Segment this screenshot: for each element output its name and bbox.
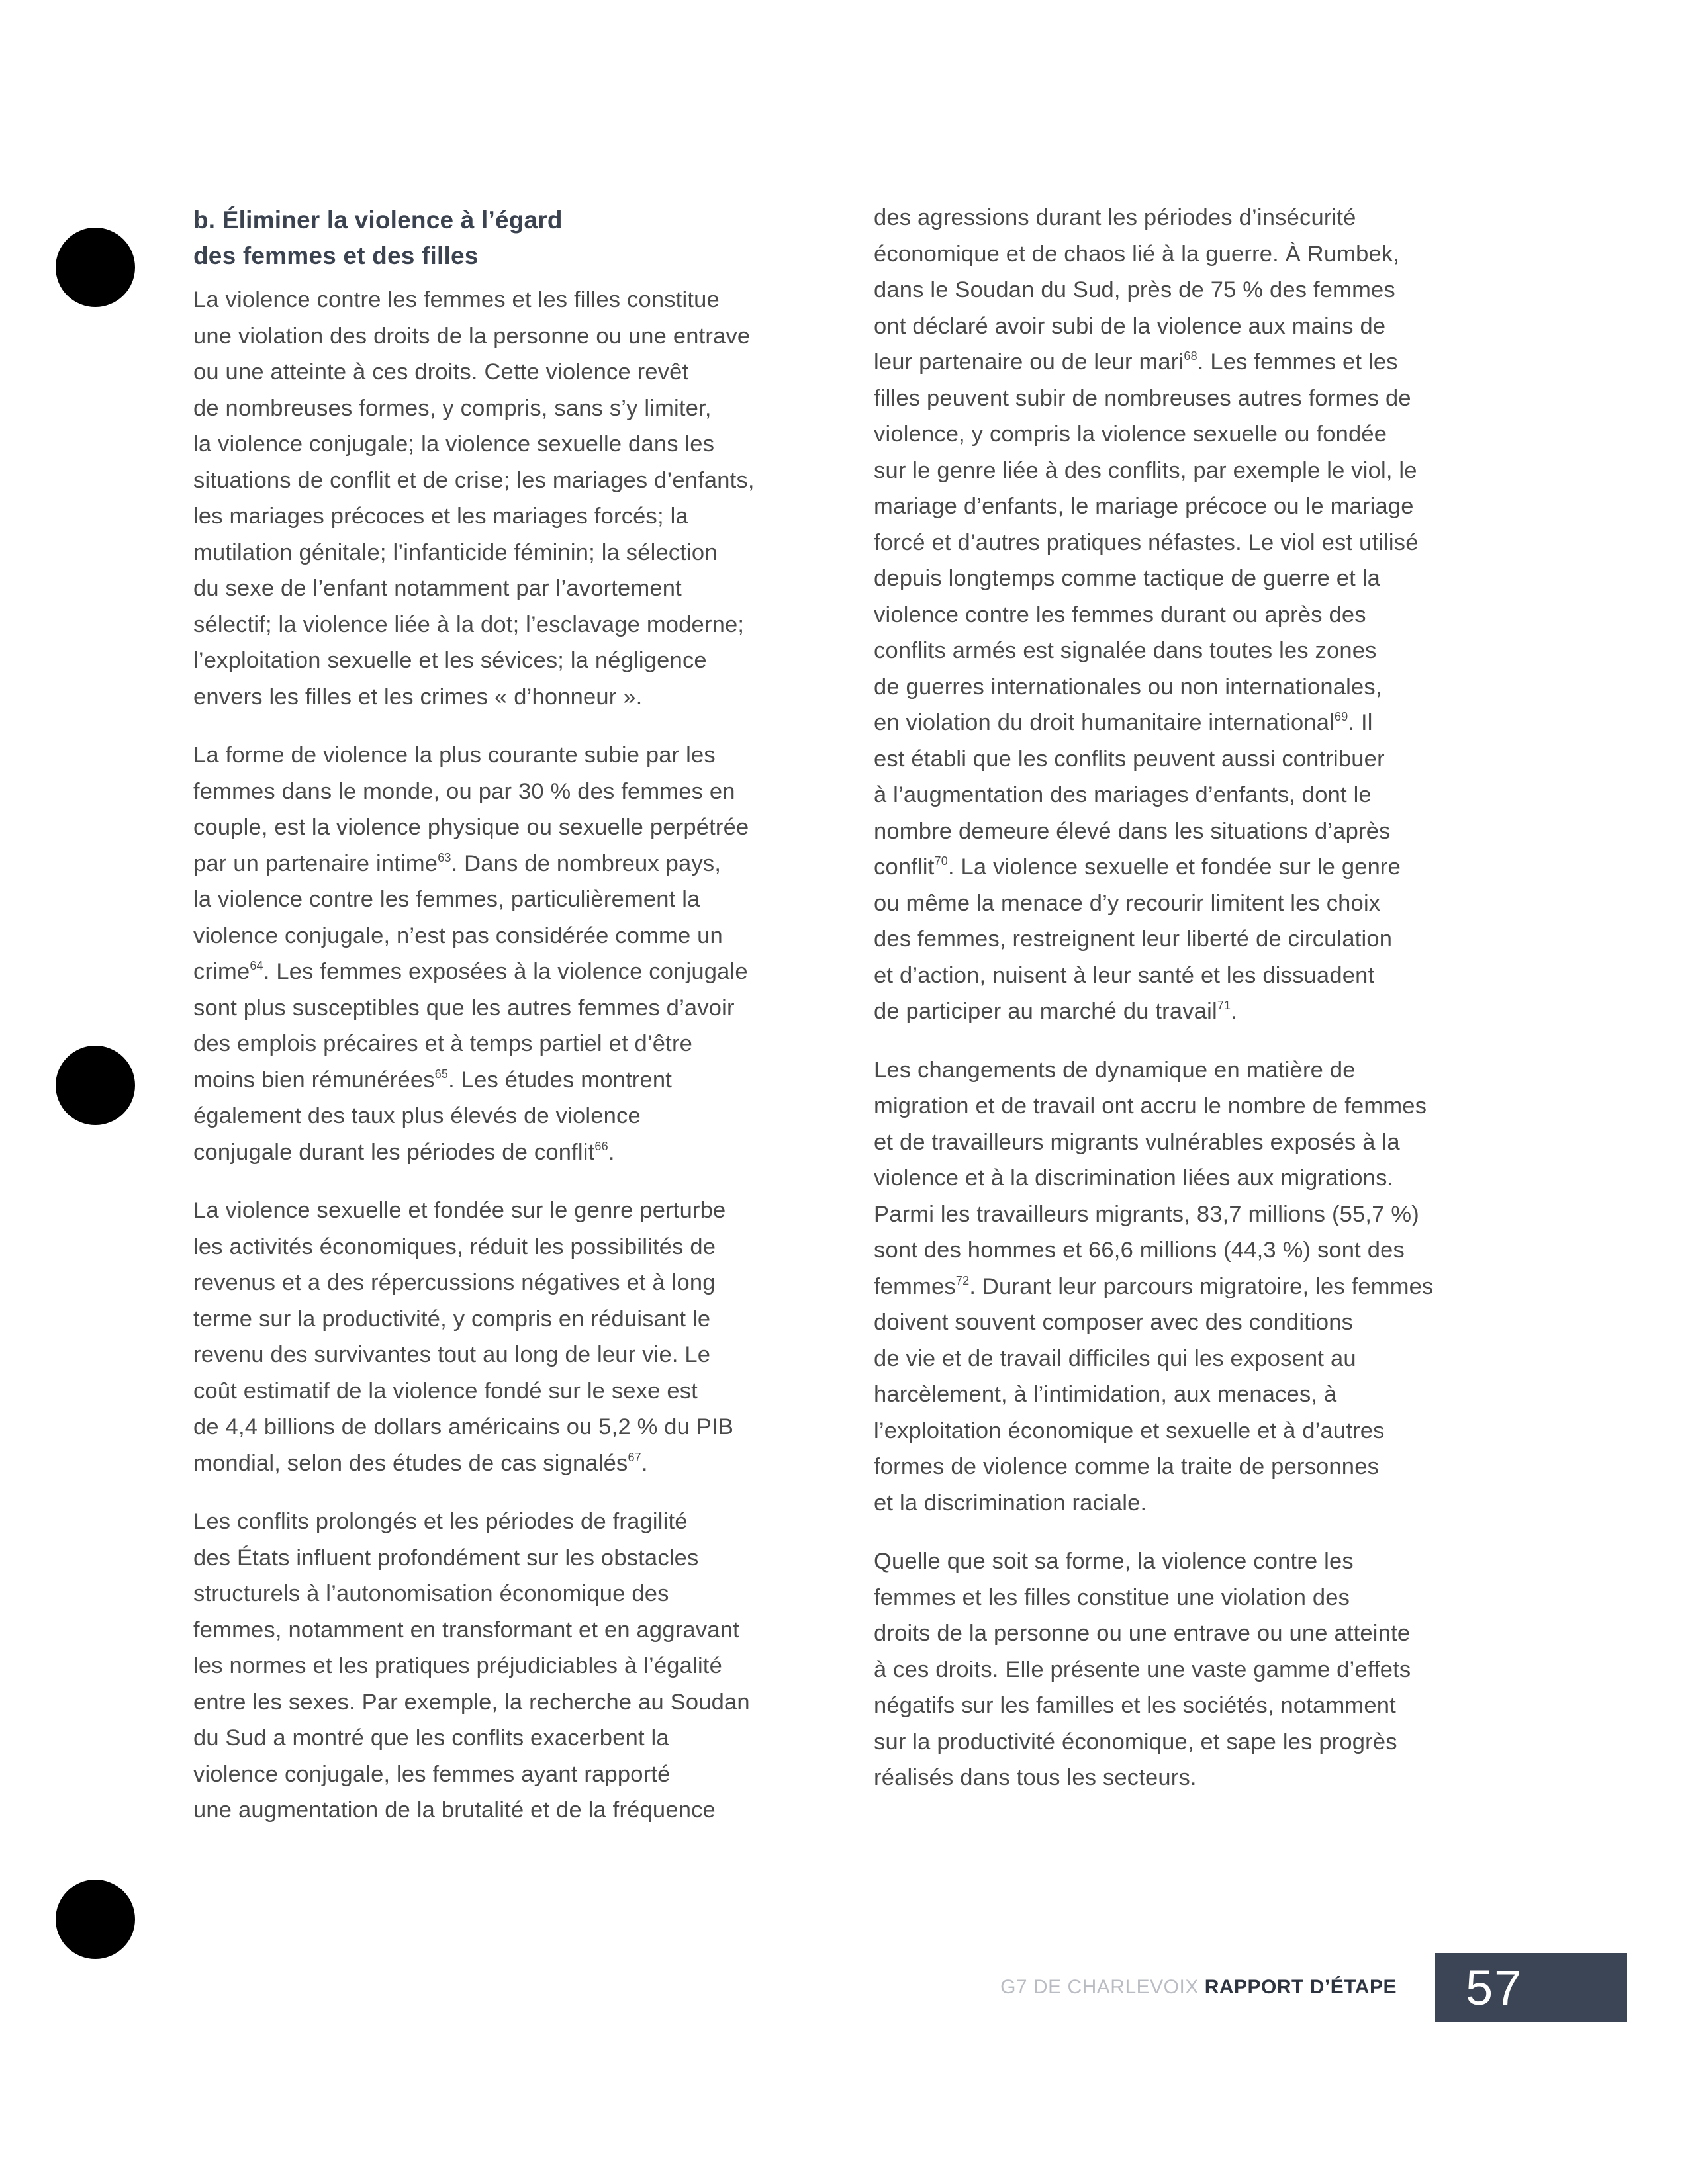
text-line: sélectif; la violence liée à la dot; l’esclavage moderne; xyxy=(193,612,745,637)
text-line: moins bien rémunérées$^{65}$. Les études montrent xyxy=(193,1067,673,1093)
text-line: forcé et d’autres pratiques néfastes. Le viol est utilisé xyxy=(874,529,1419,555)
text-line: sont plus susceptibles que les autres femmes d’avoir xyxy=(193,995,735,1021)
text-line: de participer au marché du travail$^{71}$. xyxy=(874,999,1238,1024)
text-line: violence conjugale, n’est pas considérée comme un xyxy=(193,923,723,948)
text-line: femmes, notamment en transformant et en aggravant xyxy=(193,1617,739,1643)
text-line: à l’augmentation des mariages d’enfants, dont le xyxy=(874,782,1372,807)
text-line: et d’action, nuisent à leur santé et les dissuadent xyxy=(874,962,1375,988)
text-line: mondial, selon des études de cas signalés$^{67}$. xyxy=(193,1450,648,1476)
text-line: depuis longtemps comme tactique de guerre et la xyxy=(874,566,1380,591)
text-line: également des taux plus élevés de violence xyxy=(193,1103,641,1128)
text-line: Parmi les travailleurs migrants, 83,7 millions (55,7 %) xyxy=(874,1201,1419,1227)
page-number-box xyxy=(1435,1953,1627,2022)
text-line: les activités économiques, réduit les possibilités de xyxy=(193,1234,716,1259)
text-line: les mariages précoces et les mariages forcés; la xyxy=(193,504,688,529)
binder-hole-bottom xyxy=(56,1880,135,1959)
text-line: sur la productivité économique, et sape les progrès xyxy=(874,1729,1397,1754)
text-line: et la discrimination raciale. xyxy=(874,1490,1147,1516)
footnote-ref-67: 67 xyxy=(628,1450,641,1464)
text-line: conjugale durant les périodes de conflit$^{66}$. xyxy=(193,1139,615,1165)
text-line: de vie et de travail difficiles qui les exposent au xyxy=(874,1345,1356,1371)
text-line: des femmes, restreignent leur liberté de circulation xyxy=(874,927,1393,952)
text-line: une violation des droits de la personne ou une entrave xyxy=(193,323,751,349)
paragraph-migration xyxy=(874,1052,1470,1522)
text-line: est établi que les conflits peuvent aussi contribuer xyxy=(874,746,1385,772)
footer-report-name: RAPPORT D’ÉTAPE xyxy=(1204,1976,1397,1998)
text-line: réalisés dans tous les secteurs. xyxy=(874,1765,1197,1790)
text-line: terme sur la productivité, y compris en réduisant le xyxy=(193,1306,711,1332)
section-heading xyxy=(193,203,776,274)
text-line: du Sud a montré que les conflits exacerbent la xyxy=(193,1725,669,1751)
text-line: conflit$^{70}$. La violence sexuelle et fondée sur le genre xyxy=(874,854,1401,880)
right-column xyxy=(874,200,1470,1819)
text-line: dans le Soudan du Sud, près de 75 % des femmes xyxy=(874,277,1395,302)
footnote-ref-65: 65 xyxy=(434,1067,449,1081)
text-line: revenu des survivantes tout au long de leur vie. Le xyxy=(193,1342,711,1367)
text-line: leur partenaire ou de leur mari$^{68}$. Les femmes et les xyxy=(874,349,1398,375)
text-line: des agressions durant les périodes d’insécurité xyxy=(874,205,1356,230)
text-line: droits de la personne ou une entrave ou une atteinte xyxy=(874,1621,1411,1646)
text-line: ou une atteinte à ces droits. Cette violence revêt xyxy=(193,359,689,385)
footnote-ref-70: 70 xyxy=(934,854,948,868)
text-line: de 4,4 billions de dollars américains ou 5,2 % du PIB xyxy=(193,1414,734,1439)
footnote-ref-64: 64 xyxy=(250,959,263,972)
footer-report-series: G7 DE CHARLEVOIX xyxy=(1000,1976,1199,1998)
text-line: et de travailleurs migrants vulnérables exposés à la xyxy=(874,1129,1400,1155)
text-line: coût estimatif de la violence fondé sur le sexe est xyxy=(193,1378,698,1404)
text-line: envers les filles et les crimes « d’honneur ». xyxy=(193,684,643,709)
text-line: femmes dans le monde, ou par 30 % des femmes en xyxy=(193,778,735,804)
text-line: Les conflits prolongés et les périodes de fragilité xyxy=(193,1509,688,1534)
text-line: la violence conjugale; la violence sexuelle dans les xyxy=(193,432,715,457)
paragraph-conclusion xyxy=(874,1543,1470,1796)
text-line: femmes et les filles constitue une violation des xyxy=(874,1584,1350,1610)
text-line: l’exploitation sexuelle et les sévices; la négligence xyxy=(193,648,707,673)
text-line: crime$^{64}$. Les femmes exposées à la violence conjugale xyxy=(193,959,748,984)
text-line: revenus et a des répercussions négatives et à long xyxy=(193,1270,716,1295)
text-line: nombre demeure élevé dans les situations d’après xyxy=(874,818,1391,844)
text-line: La violence sexuelle et fondée sur le genre perturbe xyxy=(193,1198,726,1223)
text-line: à ces droits. Elle présente une vaste gamme d’effets xyxy=(874,1657,1411,1682)
text-line: sont des hommes et 66,6 millions (44,3 %) sont des xyxy=(874,1238,1405,1263)
page-footer xyxy=(1000,1951,1627,2024)
text-line: de nombreuses formes, y compris, sans s’y limiter, xyxy=(193,395,712,421)
left-column xyxy=(193,203,776,1851)
text-line: filles peuvent subir de nombreuses autres formes de xyxy=(874,385,1411,411)
paragraph-conflict-continued xyxy=(874,200,1470,1030)
text-line: Les changements de dynamique en matière de xyxy=(874,1057,1356,1083)
section-heading-line-2: des femmes et des filles xyxy=(193,242,479,269)
text-line: violence, y compris la violence sexuelle ou fondée xyxy=(874,422,1387,447)
text-line: La forme de violence la plus courante subie par les xyxy=(193,743,716,768)
text-line: par un partenaire intime$^{63}$. Dans de nombreux pays, xyxy=(193,850,722,876)
text-line: doivent souvent composer avec des conditions xyxy=(874,1310,1354,1335)
text-line: entre les sexes. Par exemple, la recherche au Soudan xyxy=(193,1689,750,1715)
text-line: formes de violence comme la traite de personnes xyxy=(874,1454,1380,1479)
text-line: ont déclaré avoir subi de la violence aux mains de xyxy=(874,313,1386,339)
text-line: situations de conflit et de crise; les mariages d’enfants, xyxy=(193,467,755,493)
text-line: une augmentation de la brutalité et de la fréquence xyxy=(193,1797,716,1823)
text-line: migration et de travail ont accru le nombre de femmes xyxy=(874,1093,1427,1118)
paragraph-economic-impact xyxy=(193,1193,776,1481)
text-line: l’exploitation économique et sexuelle et à d’autres xyxy=(874,1418,1385,1443)
footnote-ref-72: 72 xyxy=(955,1273,970,1287)
text-line: économique et de chaos lié à la guerre. À Rumbek, xyxy=(874,241,1400,267)
text-line: harcèlement, à l’intimidation, aux menaces, à xyxy=(874,1382,1337,1407)
footer-report-title xyxy=(1000,1976,1397,1999)
section-heading-line-1: b. Éliminer la violence à l’égard xyxy=(193,206,563,234)
text-line: en violation du droit humanitaire international$^{69}$. Il xyxy=(874,710,1373,735)
text-line: violence conjugale, les femmes ayant rapporté xyxy=(193,1761,671,1787)
text-line: les normes et les pratiques préjudiciables à l’égalité xyxy=(193,1653,722,1678)
footnote-ref-68: 68 xyxy=(1184,349,1197,363)
text-line: mutilation génitale; l’infanticide féminin; la sélection xyxy=(193,539,718,565)
text-line: structurels à l’autonomisation économique des xyxy=(193,1581,669,1606)
paragraph-conflict-fragility xyxy=(193,1504,776,1829)
text-line: conflits armés est signalée dans toutes les zones xyxy=(874,638,1377,663)
text-line: La violence contre les femmes et les filles constitue xyxy=(193,287,720,312)
text-line: du sexe de l’enfant notamment par l’avortement xyxy=(193,576,682,601)
text-line: de guerres internationales ou non internationales, xyxy=(874,674,1382,700)
text-line: couple, est la violence physique ou sexuelle perpétrée xyxy=(193,815,749,840)
text-line: violence contre les femmes durant ou après des xyxy=(874,602,1366,627)
text-line: mariage d’enfants, le mariage précoce ou le mariage xyxy=(874,494,1414,519)
text-line: femmes$^{72}$. Durant leur parcours migratoire, les femmes xyxy=(874,1273,1434,1299)
text-line: des emplois précaires et à temps partiel et d’être xyxy=(193,1031,693,1056)
footnote-ref-71: 71 xyxy=(1217,999,1231,1012)
binder-hole-middle xyxy=(56,1046,135,1125)
text-line: la violence contre les femmes, particulièrement la xyxy=(193,887,700,912)
page-number: 57 xyxy=(1466,1960,1523,2015)
paragraph-forms-of-violence xyxy=(193,282,776,715)
footnote-ref-69: 69 xyxy=(1335,710,1348,723)
paragraph-intimate-partner-violence xyxy=(193,737,776,1170)
text-line: des États influent profondément sur les obstacles xyxy=(193,1545,699,1570)
text-line: violence et à la discrimination liées aux migrations. xyxy=(874,1165,1394,1191)
text-line: sur le genre liée à des conflits, par exemple le viol, le xyxy=(874,457,1417,483)
text-line: négatifs sur les familles et les sociétés, notamment xyxy=(874,1693,1396,1718)
binder-hole-top xyxy=(56,228,135,307)
text-line: ou même la menace d’y recourir limitent les choix xyxy=(874,890,1381,916)
text-line: Quelle que soit sa forme, la violence contre les xyxy=(874,1549,1354,1574)
footnote-ref-63: 63 xyxy=(438,850,451,864)
footnote-ref-66: 66 xyxy=(594,1139,608,1153)
